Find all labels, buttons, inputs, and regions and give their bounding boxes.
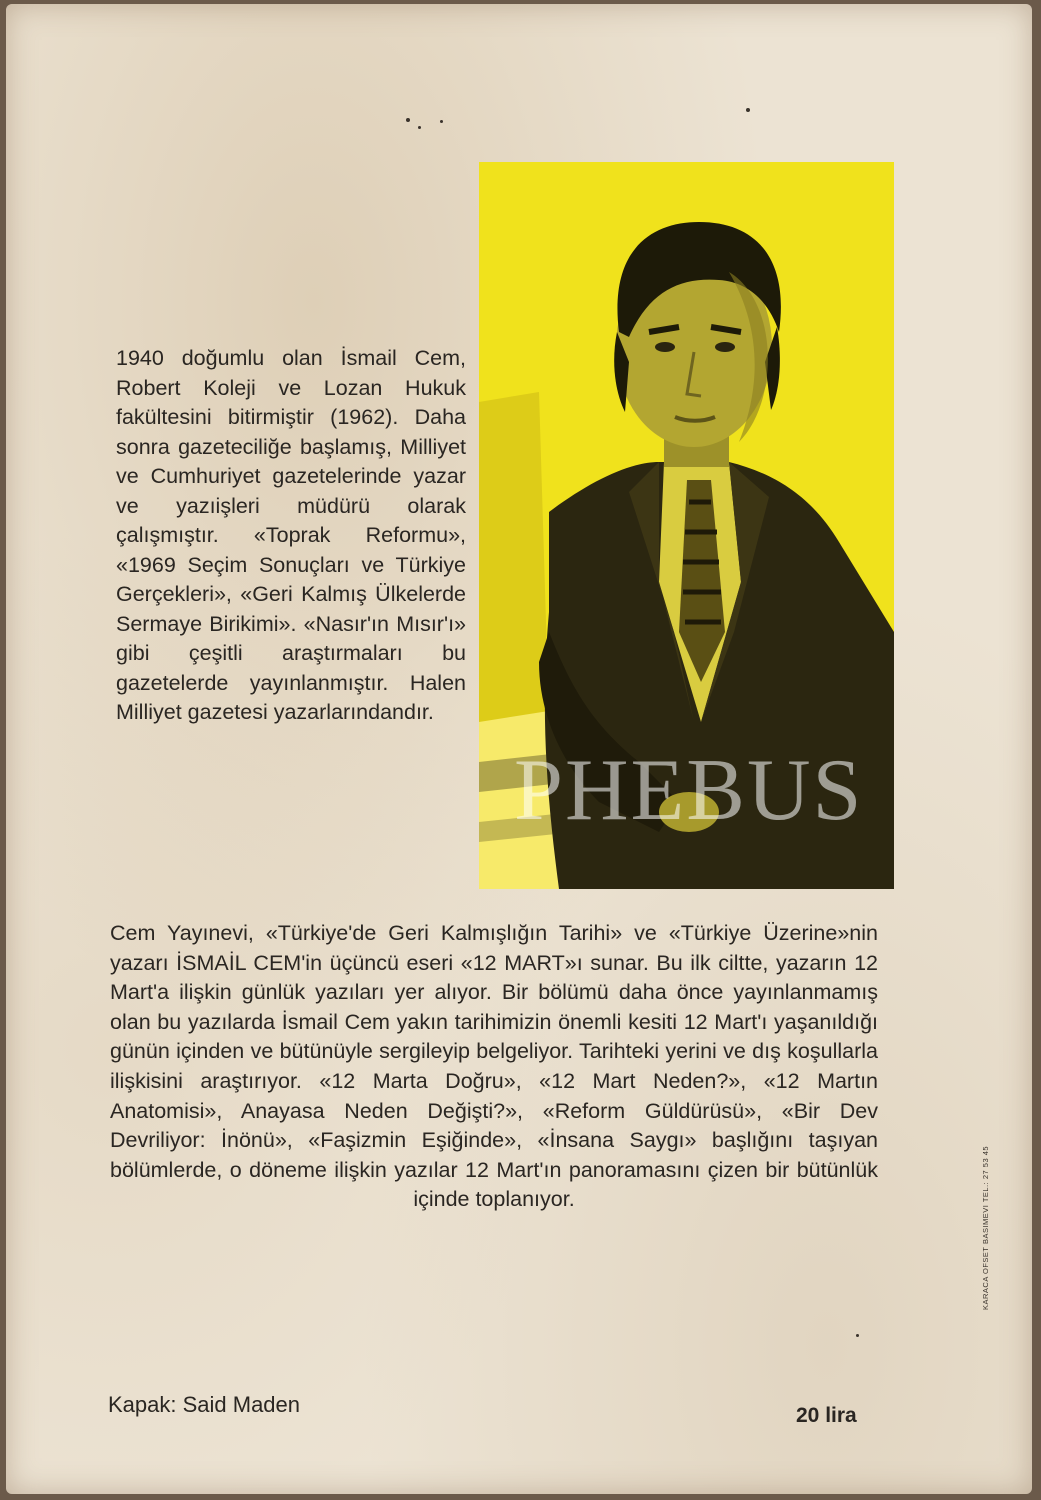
cover-credit: Kapak: Said Maden <box>108 1392 301 1417</box>
book-back-cover <box>6 4 1032 1494</box>
price-label: 20 lira <box>796 1404 857 1427</box>
book-description: Cem Yayınevi, «Türkiye'de Geri Kalmışlığın Tarihi» ve «Türkiye Üzerine»nin yazarı İSMAİL CEM'in üçüncü eseri «12 MART»ı sunar. Bu ilk ciltte, yazarın 12 Mart'a ilişkin günlük yazıları yer alıyor. Bir bölümü daha önce yayınlanmamış olan bu yazılarda İsmail Cem yakın tarihimizin önemli kesiti 12 Mart'ı yaşanıldığı günün içinden ve bütünüyle sergileyip belgeliyor. Tarihteki yerini ve dış koşullarla ilişkisini araştırıyor. «12 Marta Doğru», «12 Mart Neden?», «12 Martın Anatomisi», Anayasa Neden Değişti?», «Reform Güldürüsü», «Bir Dev Devriliyor: İnönü», «Faşizmin Eşiğinde», «İnsana Saygı» başlığını taşıyan bölümlerde, o döneme ilişkin yazılar 12 Mart'ın panoramasını çizen bir bütünlük içinde toplanıyor. <box>110 921 878 1212</box>
paper-speck <box>440 120 443 123</box>
paper-speck <box>406 118 410 122</box>
printer-imprint: KARACA OFSET BASIMEVI TEL.: 27 53 45 <box>981 1145 990 1310</box>
watermark-text: PHEBUS <box>514 742 864 839</box>
paper-speck <box>418 126 421 129</box>
paper-speck <box>856 1334 859 1337</box>
paper-speck <box>746 108 750 112</box>
author-biography: 1940 doğumlu olan İsmail Cem, Robert Koleji ve Lozan Hukuk fakültesini bitirmiştir (1962). Daha sonra gazeteciliğe başlamış, Milliyet ve Cumhuriyet gazetelerinde yazar ve yazıişleri müdürü olarak çalışmıştır. «Toprak Reformu», «1969 Seçim Sonuçları ve Türkiye Gerçekleri», «Geri Kalmış Ülkelerde Sermaye Birikimi». «Nasır'ın Mısır'ı» gibi çeşitli araştırmaları bu gazetelerde yayınlanmıştır. Halen Milliyet gazetesi yazarlarındandır. <box>116 346 466 724</box>
